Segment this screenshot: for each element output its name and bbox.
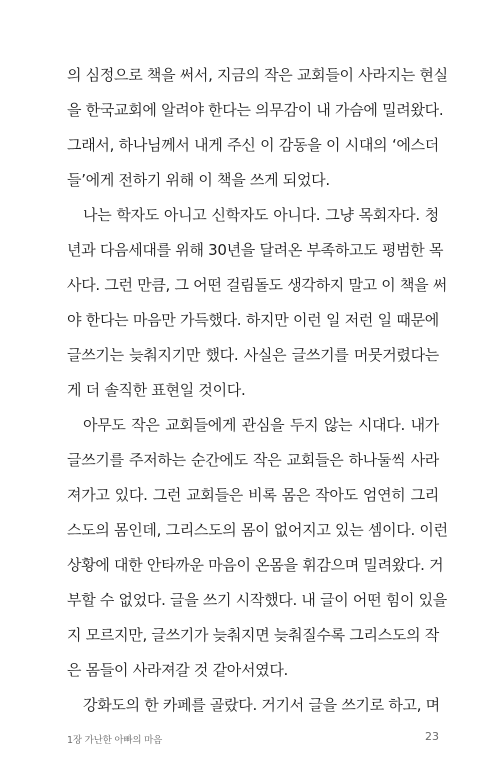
text-line: 상황에 대한 안타까운 마음이 온몸을 휘감으며 밀려왔다. 거 xyxy=(67,556,444,574)
text-line: 나는 학자도 아니고 신학자도 아니다. 그냥 목회자다. 청 xyxy=(83,206,439,224)
body-text xyxy=(67,58,448,723)
text-line: 아무도 작은 교회들에게 관심을 두지 않는 시대다. 내가 xyxy=(83,416,439,434)
text-line: 의 심정으로 책을 써서, 지금의 작은 교회들이 사라지는 현실 xyxy=(67,66,448,84)
text-line: 글쓰기를 주저하는 순간에도 작은 교회들은 하나둘씩 사라 xyxy=(67,451,439,469)
text-line: 부할 수 없었다. 글을 쓰기 시작했다. 내 글이 어떤 힘이 있을 xyxy=(67,591,447,609)
text-line: 강화도의 한 카페를 골랐다. 거기서 글을 쓰기로 하고, 며 xyxy=(83,696,440,714)
text-line: 을 한국교회에 알려야 한다는 의무감이 내 가슴에 밀려왔다. xyxy=(67,101,444,119)
text-line: 져가고 있다. 그런 교회들은 비록 몸은 작아도 엄연히 그리 xyxy=(67,486,439,504)
text-line: 야 한다는 마음만 가득했다. 하지만 이런 일 저런 일 때문에 xyxy=(67,311,439,329)
text-line: 그래서, 하나님께서 내게 주신 이 감동을 이 시대의 ‘에스더 xyxy=(67,136,439,154)
page-number: 23 xyxy=(425,730,439,743)
text-line: 게 더 솔직한 표현일 것이다. xyxy=(67,381,246,399)
text-line: 글쓰기는 늦춰지기만 했다. 사실은 글쓰기를 머뭇거렸다는 xyxy=(67,346,439,364)
text-line: 년과 다음세대를 위해 30년을 달려온 부족하고도 평범한 목 xyxy=(67,241,444,259)
running-footer-chapter: 1장 가난한 아빠의 마음 xyxy=(67,735,163,746)
text-line: 지 모르지만, 글쓰기가 늦춰지면 늦춰질수록 그리스도의 작 xyxy=(67,626,439,644)
text-line: 은 몸들이 사라져갈 것 같아서였다. xyxy=(67,661,289,679)
text-line: 들’에게 전하기 위해 이 책을 쓰게 되었다. xyxy=(67,171,330,189)
text-line: 스도의 몸인데, 그리스도의 몸이 없어지고 있는 셈이다. 이런 xyxy=(67,521,448,539)
text-line: 사다. 그런 만큼, 그 어떤 걸림돌도 생각하지 말고 이 책을 써 xyxy=(67,276,447,294)
